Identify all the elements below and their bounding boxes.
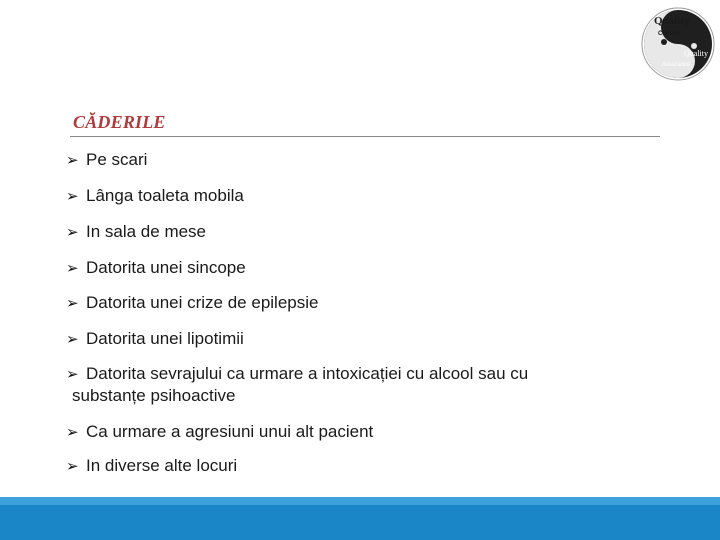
bullet-text: Pe scari xyxy=(86,150,148,169)
bullet-text: Datorita unei lipotimii xyxy=(86,329,244,348)
bullet-item xyxy=(66,221,206,243)
bullet-text: Ca urmare a agresiuni unui alt pacient xyxy=(86,422,374,441)
bullet-item xyxy=(66,363,528,407)
logo-line2: Control xyxy=(658,31,680,37)
yin-yang-logo-icon xyxy=(640,4,720,88)
bullet-item xyxy=(66,292,318,314)
bullet-item xyxy=(66,421,373,443)
arrow-bullet-icon: ➢ xyxy=(66,423,79,441)
quality-logo xyxy=(640,4,720,88)
bullet-text: Datorita sevrajului ca urmare a intoxicației cu alcool sau cu xyxy=(86,364,529,383)
arrow-bullet-icon: ➢ xyxy=(66,330,79,348)
arrow-bullet-icon: ➢ xyxy=(66,151,79,169)
bullet-item xyxy=(66,328,244,350)
arrow-bullet-icon: ➢ xyxy=(66,223,79,241)
bullet-text: In diverse alte locuri xyxy=(86,456,238,475)
title-divider xyxy=(70,136,660,137)
arrow-bullet-icon: ➢ xyxy=(66,294,79,312)
arrow-bullet-icon: ➢ xyxy=(66,365,79,383)
bullet-text: Lânga toaleta mobila xyxy=(86,186,244,205)
bullet-item xyxy=(66,149,147,171)
arrow-bullet-icon: ➢ xyxy=(66,457,79,475)
logo-line1: Quality xyxy=(654,15,690,27)
bullet-text: Datorita unei crize de epilepsie xyxy=(86,293,319,312)
footer-highlight xyxy=(0,497,720,505)
logo-line3: Quality xyxy=(684,49,708,58)
logo-line4: Assurance xyxy=(662,62,691,68)
bullet-item xyxy=(66,185,244,207)
slide-title: CĂDERILE xyxy=(73,112,166,132)
bullet-item xyxy=(66,257,246,279)
bullet-text: In sala de mese xyxy=(86,222,207,241)
arrow-bullet-icon: ➢ xyxy=(66,187,79,205)
bullet-text-continuation: substanțe psihoactive xyxy=(72,386,236,405)
arrow-bullet-icon: ➢ xyxy=(66,259,79,277)
bullet-item xyxy=(66,455,237,477)
bullet-text: Datorita unei sincope xyxy=(86,258,246,277)
